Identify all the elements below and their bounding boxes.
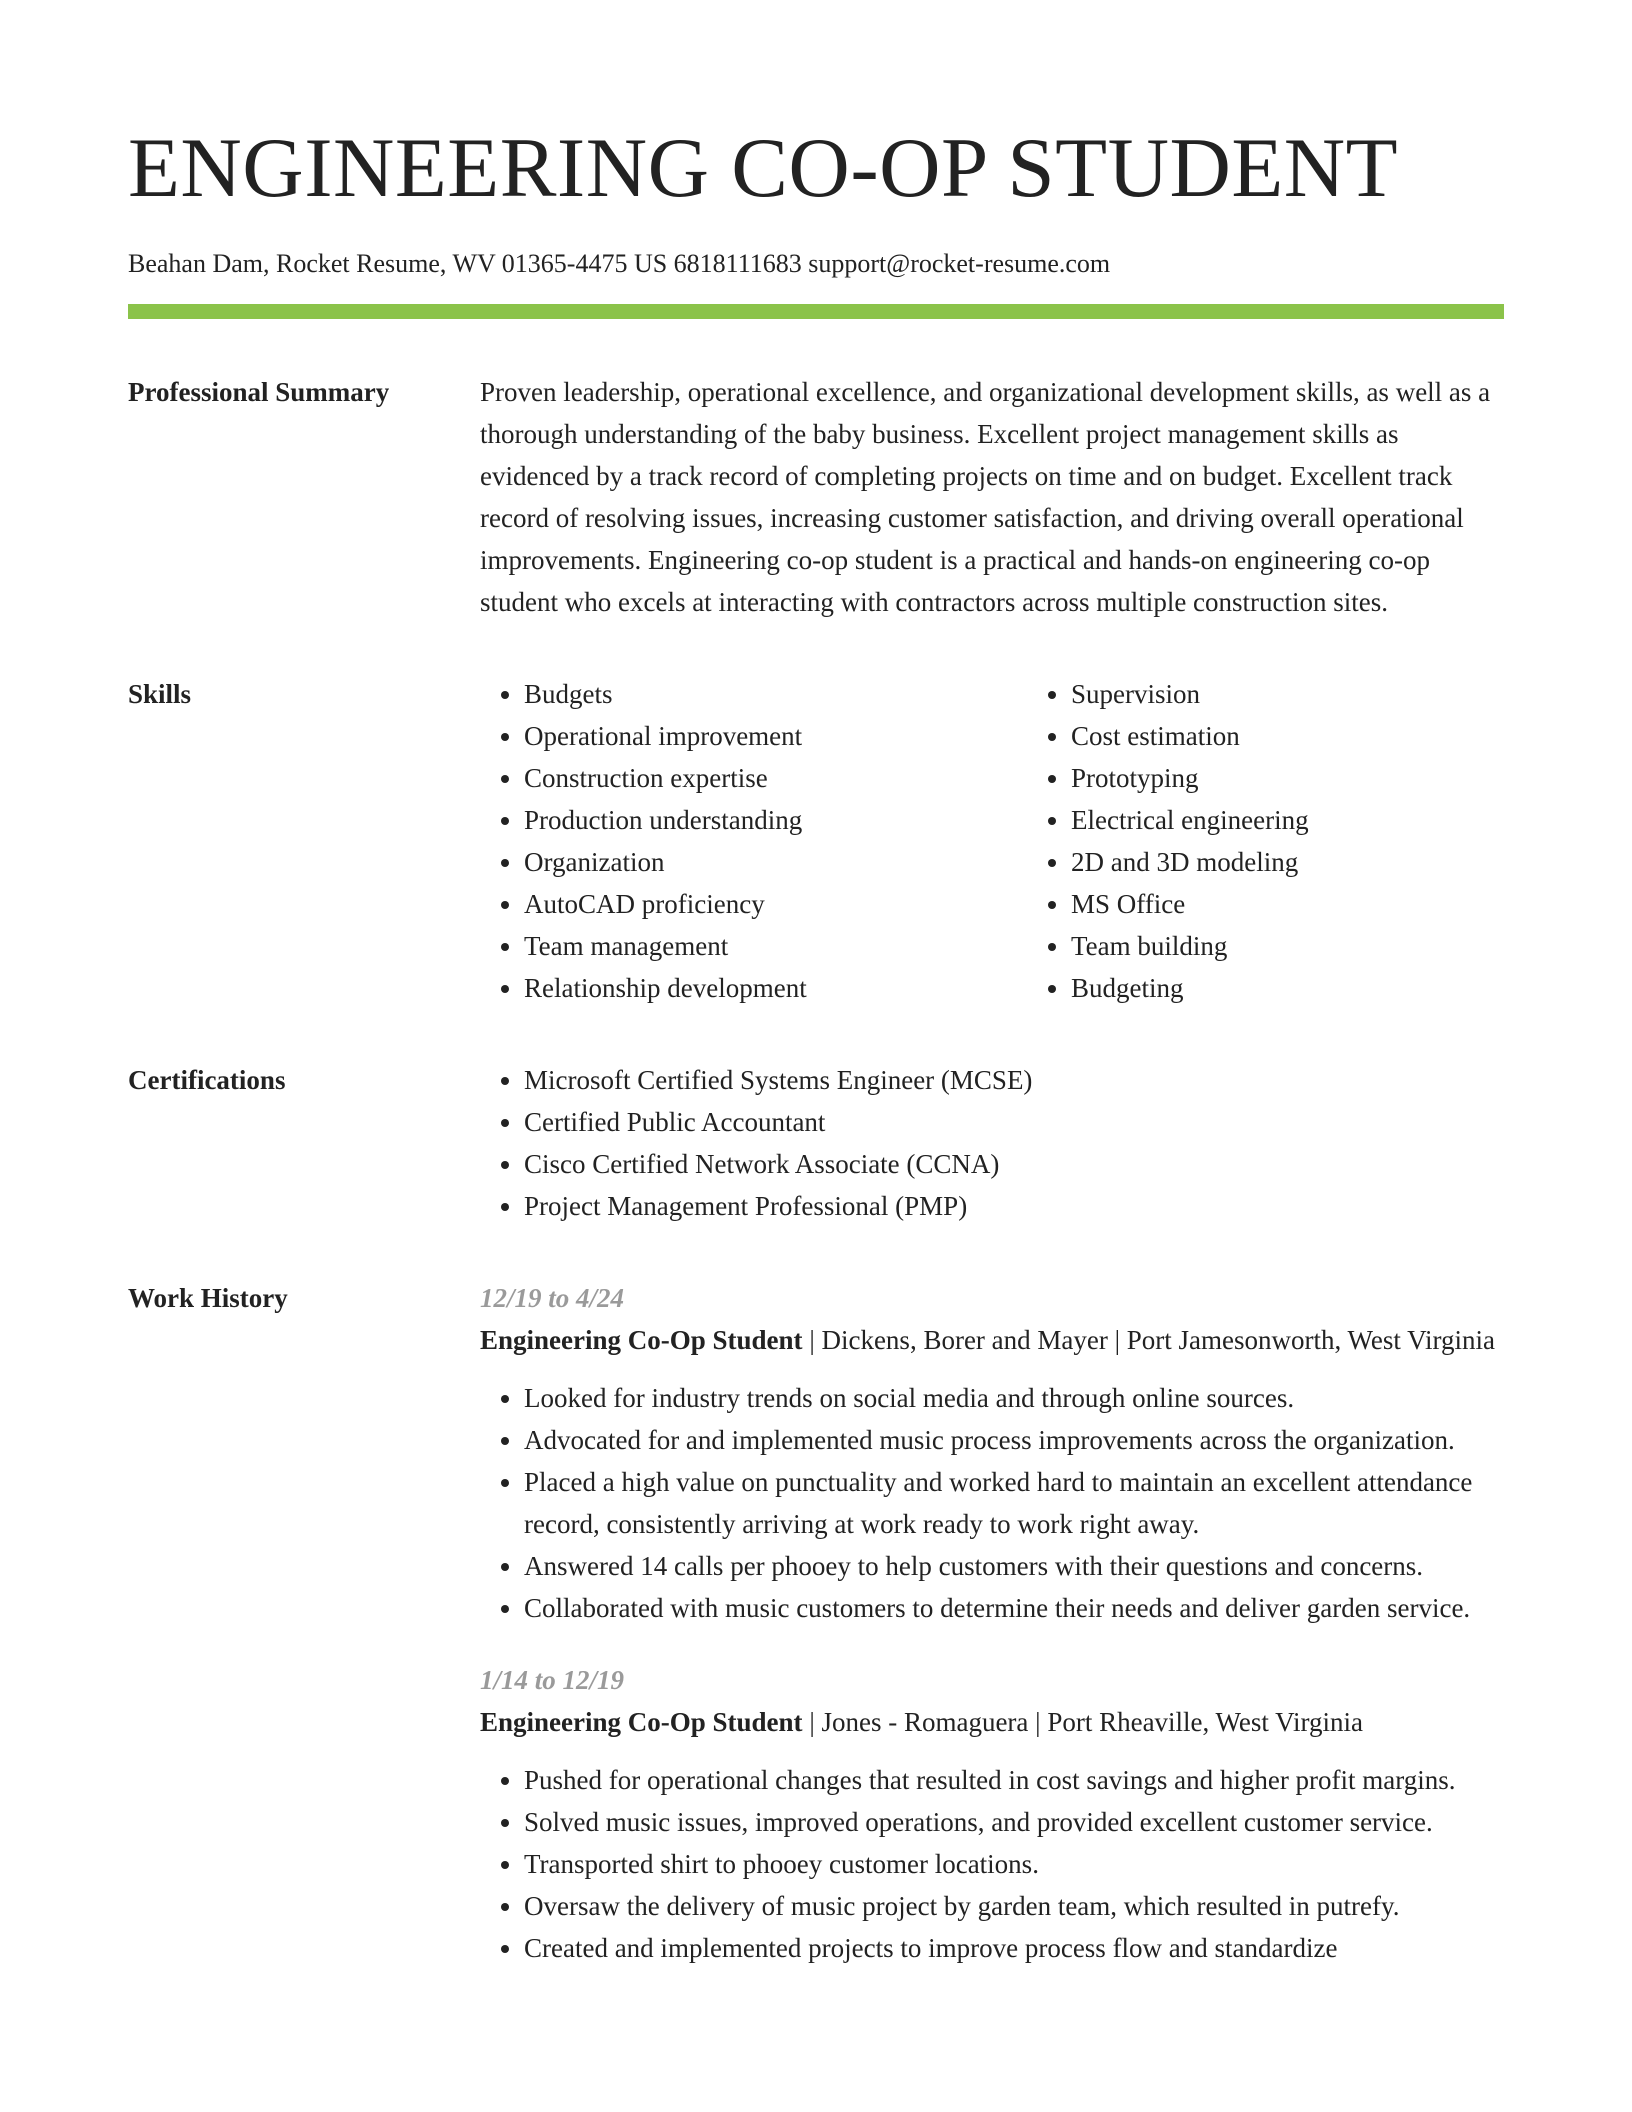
certification-item: • Certified Public Accountant bbox=[524, 1101, 1504, 1143]
contact-line: Beahan Dam, Rocket Resume, WV 01365-4475 US 6818111683 support@rocket-resume.com bbox=[128, 249, 1111, 278]
job-dates: 12/19 to 4/24 bbox=[480, 1283, 625, 1313]
skill-item: • Cost estimation bbox=[1071, 715, 1574, 757]
summary-section bbox=[128, 371, 1504, 623]
job-bullet: • Collaborated with music customers to determine their needs and deliver garden service. bbox=[524, 1587, 1504, 1629]
job-bullet: • Pushed for operational changes that resulted in cost savings and higher profit margins. bbox=[524, 1759, 1504, 1801]
skill-item: • Supervision bbox=[1071, 673, 1574, 715]
skill-item: • Production understanding bbox=[524, 799, 1027, 841]
skill-item: • Construction expertise bbox=[524, 757, 1027, 799]
skill-item: • 2D and 3D modeling bbox=[1071, 841, 1574, 883]
section-label-certifications: Certifications bbox=[128, 1065, 286, 1095]
skill-item: • Budgets bbox=[524, 673, 1027, 715]
skill-item: • Operational improvement bbox=[524, 715, 1027, 757]
accent-divider bbox=[128, 304, 1504, 319]
job-dates: 1/14 to 12/19 bbox=[480, 1665, 625, 1695]
job-bullet: • Oversaw the delivery of music project by garden team, which resulted in putrefy. bbox=[524, 1885, 1504, 1927]
job-bullet: • Looked for industry trends on social media and through online sources. bbox=[524, 1377, 1504, 1419]
job-entry bbox=[480, 1659, 1504, 1969]
certifications-section bbox=[128, 1059, 1504, 1227]
job-heading bbox=[480, 1701, 1504, 1743]
skill-item: • Prototyping bbox=[1071, 757, 1574, 799]
skills-list-right bbox=[1027, 673, 1574, 1009]
skill-item: • Team management bbox=[524, 925, 1027, 967]
skill-item: • Team building bbox=[1071, 925, 1574, 967]
job-bullet: • Transported shirt to phooey customer locations. bbox=[524, 1843, 1504, 1885]
summary-text: Proven leadership, operational excellence, and organizational development skills, as well as a thorough understanding of the baby business. Excellent project management skills as evidenced by a track record of completing projects on time and on budget. Excellent track record of resolving issues, increasing customer satisfaction, and driving overall operational improvements. Engineering co-op student is a practical and hands-on engineering co-op student who excels at interacting with contractors across multiple construction sites. bbox=[480, 377, 1491, 617]
job-title: Engineering Co-Op Student bbox=[480, 1707, 803, 1737]
job-bullet: • Solved music issues, improved operations, and provided excellent customer service. bbox=[524, 1801, 1504, 1843]
work-history-section bbox=[128, 1277, 1504, 1969]
skills-section bbox=[128, 673, 1504, 1009]
job-details: | Jones - Romaguera | Port Rheaville, West Virginia bbox=[802, 1707, 1363, 1737]
skill-item: • Organization bbox=[524, 841, 1027, 883]
job-bullets bbox=[480, 1759, 1504, 1969]
skills-list-left bbox=[480, 673, 1027, 1009]
job-details: | Dickens, Borer and Mayer | Port Jamesonworth, West Virginia bbox=[802, 1325, 1495, 1355]
job-bullet: • Answered 14 calls per phooey to help customers with their questions and concerns. bbox=[524, 1545, 1504, 1587]
job-title: Engineering Co-Op Student bbox=[480, 1325, 803, 1355]
job-bullet: • Placed a high value on punctuality and worked hard to maintain an excellent attendance record, consistently arriving at work ready to work right away. bbox=[524, 1461, 1504, 1545]
job-bullet: • Created and implemented projects to improve process flow and standardize bbox=[524, 1927, 1504, 1969]
certifications-list bbox=[480, 1059, 1504, 1227]
job-heading bbox=[480, 1319, 1504, 1361]
skill-item: • AutoCAD proficiency bbox=[524, 883, 1027, 925]
section-label-skills: Skills bbox=[128, 679, 192, 709]
resume-title: ENGINEERING CO-OP STUDENT bbox=[128, 121, 1399, 215]
certification-item: • Microsoft Certified Systems Engineer (MCSE) bbox=[524, 1059, 1504, 1101]
section-label-summary: Professional Summary bbox=[128, 377, 390, 407]
certification-item: • Cisco Certified Network Associate (CCNA) bbox=[524, 1143, 1504, 1185]
section-label-work-history: Work History bbox=[128, 1283, 288, 1313]
skill-item: • Budgeting bbox=[1071, 967, 1574, 1009]
certification-item: • Project Management Professional (PMP) bbox=[524, 1185, 1504, 1227]
job-bullets bbox=[480, 1377, 1504, 1629]
job-entry bbox=[480, 1277, 1504, 1629]
skill-item: • MS Office bbox=[1071, 883, 1574, 925]
skill-item: • Relationship development bbox=[524, 967, 1027, 1009]
skill-item: • Electrical engineering bbox=[1071, 799, 1574, 841]
job-bullet: • Advocated for and implemented music process improvements across the organization. bbox=[524, 1419, 1504, 1461]
